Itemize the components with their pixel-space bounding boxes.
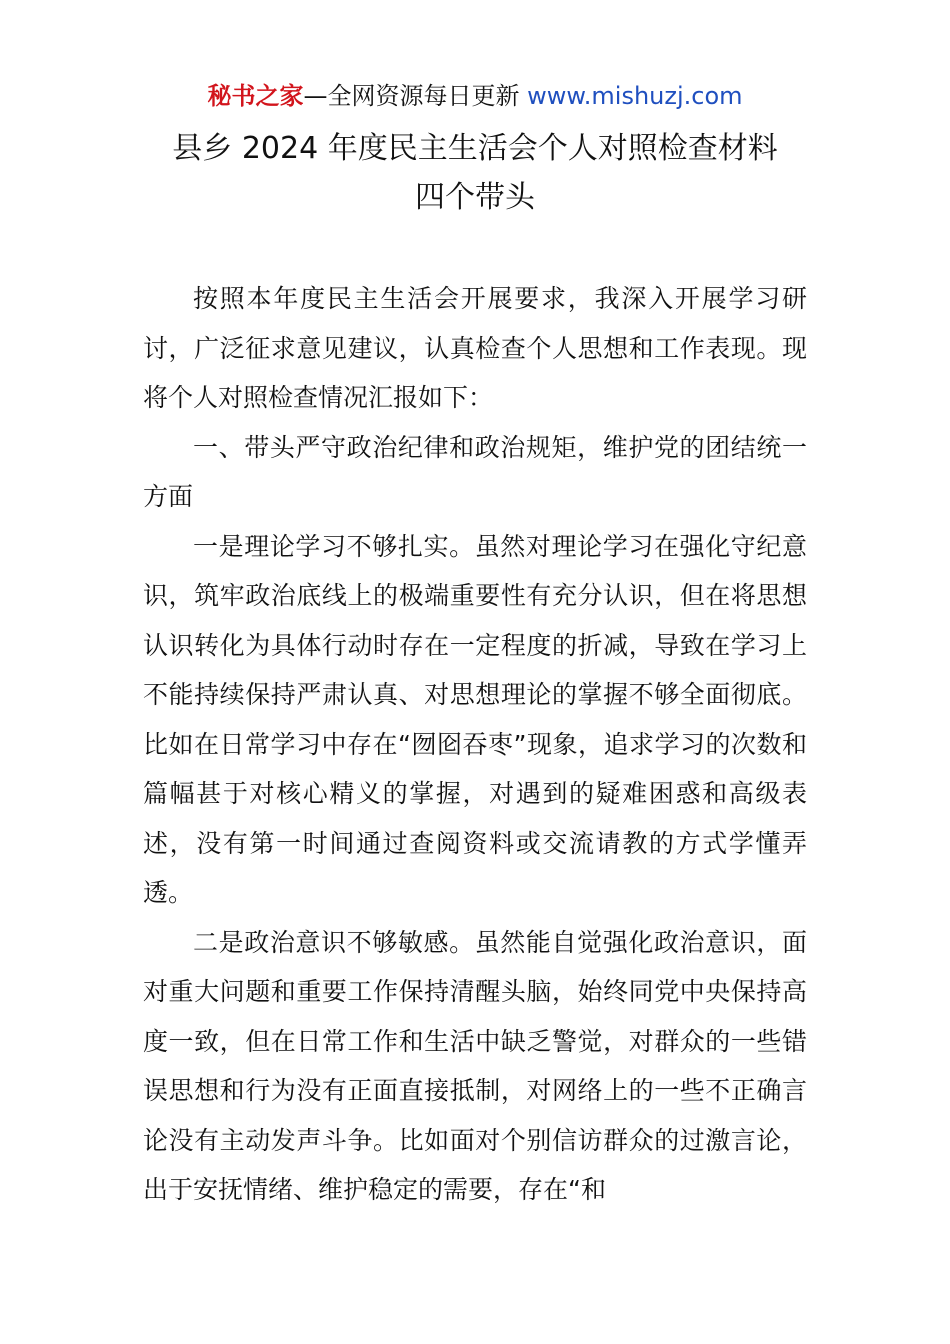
document-body: [143, 274, 807, 1215]
site-brand: 秘书之家: [207, 82, 304, 110]
document-title: 县乡 2024 年度民主生活会个人对照检查材料: [172, 131, 778, 166]
paragraph-point-2: 二是政治意识不够敏感。虽然能自觉强化政治意识，面对重大问题和重要工作保持清醒头脑，始终同党中央保持高度一致，但在日常工作和生活中缺乏警觉，对群众的一些错误思想和行为没有正面直接抵制，对网络上的一些不正确言论没有主动发声斗争。比如面对个别信访群众的过激言论，出于安抚情绪、维护稳定的需要，存在“和: [143, 927, 807, 1204]
paragraph-point-1: 一是理论学习不够扎实。虽然对理论学习在强化守纪意识，筑牢政治底线上的极端重要性有充分认识，但在将思想认识转化为具体行动时存在一定程度的折减，导致在学习上不能持续保持严肃认真、对思想理论的掌握不够全面彻底。比如在日常学习中存在“囫囵吞枣”现象，追求学习的次数和篇幅甚于对核心精义的掌握，对遇到的疑难困惑和高级表述，没有第一时间通过查阅资料或交流请教的方式学懂弄透。: [143, 531, 807, 907]
section-heading-1: 一、带头严守政治纪律和政治规矩，维护党的团结统一方面: [143, 432, 807, 511]
document-subtitle: 四个带头: [415, 180, 535, 215]
site-tagline: —全网资源每日更新: [303, 82, 528, 110]
paragraph-intro: 按照本年度民主生活会开展要求，我深入开展学习研讨，广泛征求意见建议，认真检查个人思想和工作表现。现将个人对照检查情况汇报如下：: [143, 284, 807, 412]
site-url-link[interactable]: www.mishuzj.com: [527, 82, 743, 110]
site-header: [0, 80, 950, 112]
